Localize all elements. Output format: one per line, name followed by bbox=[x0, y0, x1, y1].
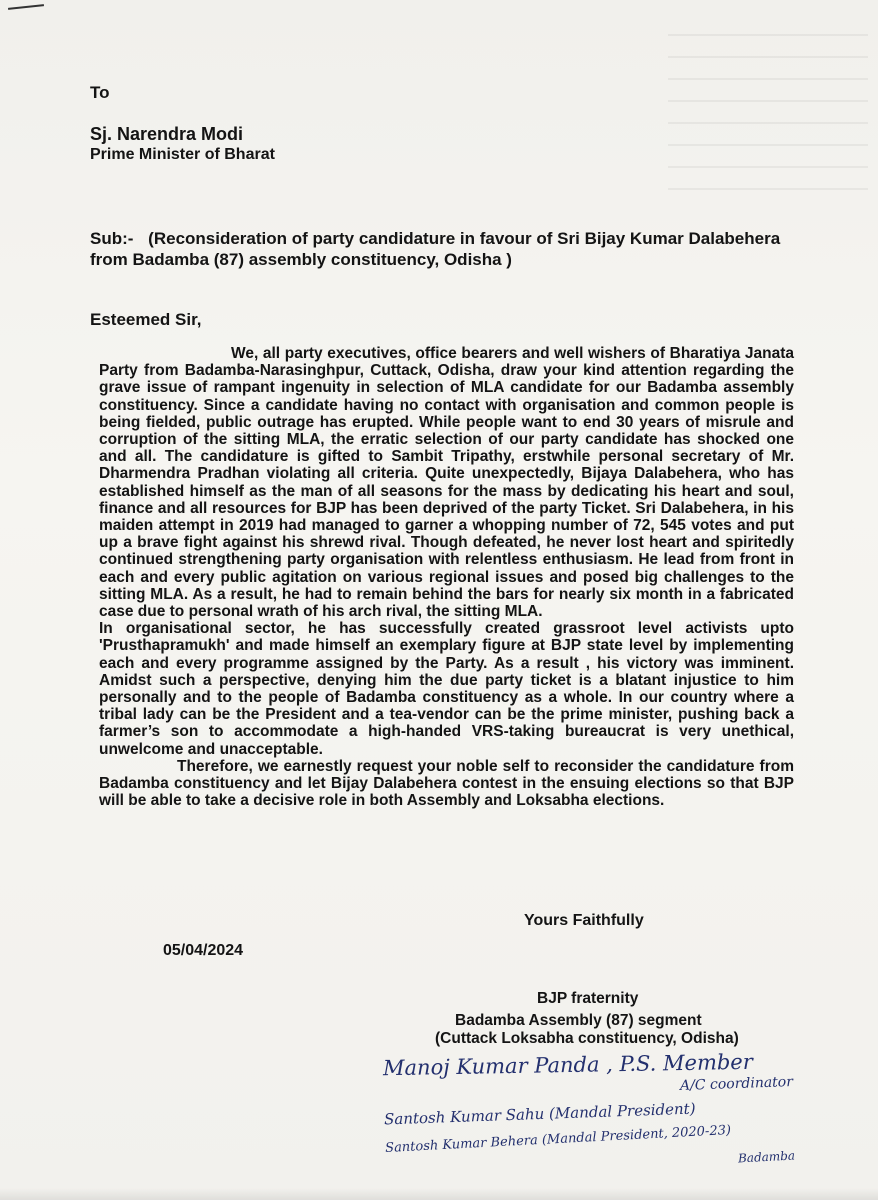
corner-pen-mark bbox=[8, 4, 44, 10]
to-label: To bbox=[90, 83, 110, 102]
handwritten-note-1: A/C coordinator bbox=[679, 1074, 794, 1094]
subject-label: Sub:- bbox=[90, 229, 134, 248]
show-through-texture bbox=[668, 30, 868, 190]
handwritten-note-3: Badamba bbox=[737, 1148, 796, 1166]
signatory-line-1: BJP fraternity bbox=[537, 990, 639, 1007]
letter-body bbox=[99, 345, 794, 809]
handwritten-signature-3: Santosh Kumar Behera (Mandal President, 2020-23) bbox=[384, 1122, 732, 1157]
handwritten-signature-2: Santosh Kumar Sahu (Mandal President) bbox=[383, 1099, 696, 1129]
paragraph-3: Therefore, we earnestly request your noble self to reconsider the candidature from Badamba constituency and let Bijay Dalabehera contest in the ensuing elections so that BJP will be able to take a decisive role in both Assembly and Loksabha elections. bbox=[99, 757, 794, 810]
paragraph-2: In organisational sector, he has successfully created grassroot level activists upto 'Prusthapramukh' and made himself an exemplary figure at BJP state level by implementing each and every programme assigned by the Party. As a result , his victory was imminent. Amidst such a perspective, denying him the due party ticket is a blatant injustice to him personally and to the people of Badamba constituency as a whole. In our country where a tribal lady can be the President and a tea-vendor can be the prime minister, pushing back a farmer’s son to accommodate a high-handed VRS-taking bureaucrat is very unethical, unwelcome and unacceptable. bbox=[99, 620, 794, 758]
letter-date: 05/04/2024 bbox=[163, 942, 244, 959]
handwritten-signature-1: Manoj Kumar Panda , P.S. Member bbox=[382, 1049, 753, 1081]
signatory-line-3: (Cuttack Loksabha constituency, Odisha) bbox=[435, 1030, 739, 1047]
subject-text: (Reconsideration of party candidature in favour of Sri Bijay Kumar Dalabehera from Badamba (87) assembly constituency, Odisha ) bbox=[90, 229, 781, 269]
page-bottom-edge bbox=[0, 1188, 878, 1200]
addressee-title: Prime Minister of Bharat bbox=[90, 146, 275, 163]
salutation: Esteemed Sir, bbox=[90, 310, 202, 329]
paragraph-1: We, all party executives, office bearers and well wishers of Bharatiya Janata Party from Badamba-Narasinghpur, Cuttack, Odisha, draw your kind attention regarding the grave issue of rampant ingenuity in selection of MLA candidate for our Badamba assembly constituency. Since a candidate having no contact with organisation and common people is being fielded, public outrage has erupted. While people want to end 30 years of misrule and corruption of the sitting MLA, the erratic selection of our party candidate has shocked one and all. The candidature is gifted to Sambit Tripathy, erstwhile personal secretary of Mr. Dharmendra Pradhan violating all criteria. Quite unexpectedly, Bijaya Dalabehera, who has established himself as the man of all seasons for the mass by dedicating his heart and soul, finance and all resources for BJP has been deprived of the party Ticket. Sri Dalabehera, in his maiden attempt in 2019 had managed to garner a whopping number of 72, 545 votes and put up a brave fight against his shrewd rival. Though defeated, he never lost heart and spiritedly continued strengthening party organisation with relentless enthusiasm. He lead from front in each and every public agitation on various regional issues and posed big challenges to the sitting MLA. As a result, he had to remain behind the bars for nearly six month in a fabricated case due to personal wrath of his arch rival, the sitting MLA. bbox=[99, 345, 794, 621]
closing-line: Yours Faithfully bbox=[524, 912, 644, 929]
addressee-name: Sj. Narendra Modi bbox=[90, 124, 244, 144]
subject-line bbox=[90, 228, 790, 270]
signatory-line-2: Badamba Assembly (87) segment bbox=[455, 1012, 702, 1029]
